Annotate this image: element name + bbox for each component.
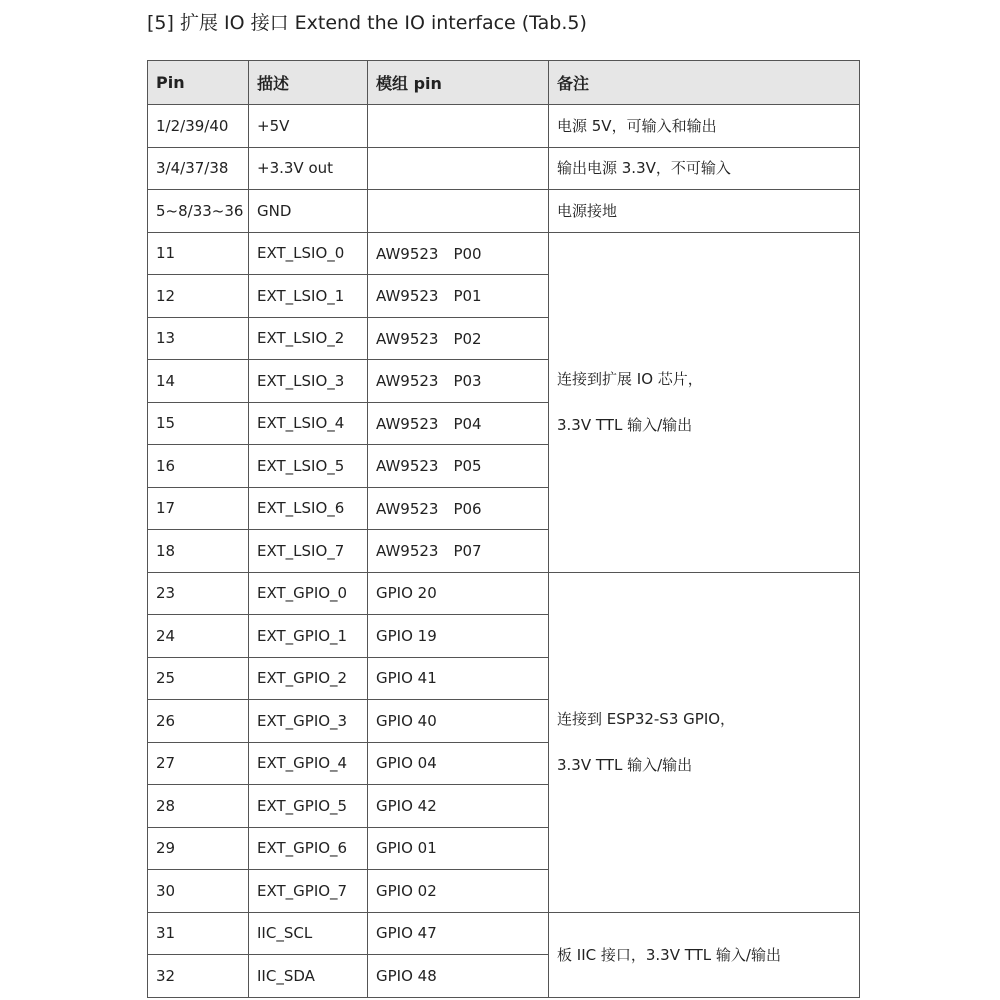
description-cell: EXT_LSIO_4 (249, 402, 368, 445)
pin-cell: 29 (148, 827, 249, 870)
table-row (148, 572, 860, 615)
module-pin-cell: GPIO 48 (368, 955, 549, 998)
description-cell: IIC_SCL (249, 912, 368, 955)
header-pin: Pin (148, 61, 249, 105)
note-cell (549, 912, 860, 997)
header-notes: 备注 (549, 61, 860, 105)
description-cell: +3.3V out (249, 147, 368, 190)
description-cell: EXT_LSIO_1 (249, 275, 368, 318)
description-cell: EXT_LSIO_2 (249, 317, 368, 360)
module-pin-cell (368, 147, 549, 190)
pin-cell: 3/4/37/38 (148, 147, 249, 190)
description-cell: EXT_GPIO_7 (249, 870, 368, 913)
module-pin-cell: GPIO 42 (368, 785, 549, 828)
module-pin-cell: AW9523 P02 (368, 317, 549, 360)
note-line: 电源接地 (557, 201, 618, 220)
note-line: 输出电源 3.3V，不可输入 (557, 159, 731, 178)
module-pin-cell: AW9523 P04 (368, 402, 549, 445)
pin-cell: 1/2/39/40 (148, 105, 249, 148)
note-cell (549, 572, 860, 912)
module-pin-cell: GPIO 47 (368, 912, 549, 955)
pin-cell: 14 (148, 360, 249, 403)
pin-cell: 32 (148, 955, 249, 998)
pin-cell: 11 (148, 232, 249, 275)
io-interface-table (147, 60, 860, 998)
description-cell: EXT_LSIO_3 (249, 360, 368, 403)
module-pin-cell: AW9523 P07 (368, 530, 549, 573)
note-cell (549, 105, 860, 148)
header-module-pin: 模组 pin (368, 61, 549, 105)
pin-cell: 23 (148, 572, 249, 615)
note-line: 3.3V TTL 输入/输出 (557, 756, 693, 774)
note-line: 板 IIC 接口，3.3V TTL 输入/输出 (557, 945, 781, 964)
note-line: 3.3V TTL 输入/输出 (557, 416, 693, 434)
description-cell: EXT_LSIO_6 (249, 487, 368, 530)
module-pin-cell: GPIO 40 (368, 700, 549, 743)
pin-cell: 30 (148, 870, 249, 913)
pin-cell: 28 (148, 785, 249, 828)
description-cell: +5V (249, 105, 368, 148)
pin-cell: 5~8/33~36 (148, 190, 249, 233)
description-cell: EXT_GPIO_4 (249, 742, 368, 785)
module-pin-cell: GPIO 19 (368, 615, 549, 658)
note-line: 电源 5V，可输入和输出 (557, 116, 717, 135)
table-row (148, 105, 860, 148)
table-header-row (148, 61, 860, 105)
description-cell: EXT_GPIO_3 (249, 700, 368, 743)
description-cell: EXT_LSIO_7 (249, 530, 368, 573)
table-row (148, 147, 860, 190)
module-pin-cell: AW9523 P03 (368, 360, 549, 403)
table-row (148, 232, 860, 275)
module-pin-cell: AW9523 P05 (368, 445, 549, 488)
description-cell: EXT_GPIO_0 (249, 572, 368, 615)
pin-cell: 26 (148, 700, 249, 743)
description-cell: GND (249, 190, 368, 233)
description-cell: EXT_GPIO_1 (249, 615, 368, 658)
description-cell: EXT_GPIO_6 (249, 827, 368, 870)
pin-cell: 24 (148, 615, 249, 658)
module-pin-cell: AW9523 P00 (368, 232, 549, 275)
module-pin-cell: GPIO 02 (368, 870, 549, 913)
note-line: 连接到扩展 IO 芯片， (557, 370, 703, 388)
table-row (148, 190, 860, 233)
pin-cell: 18 (148, 530, 249, 573)
module-pin-cell (368, 105, 549, 148)
pin-cell: 13 (148, 317, 249, 360)
pin-cell: 16 (148, 445, 249, 488)
pin-cell: 17 (148, 487, 249, 530)
module-pin-cell: GPIO 20 (368, 572, 549, 615)
module-pin-cell (368, 190, 549, 233)
note-cell (549, 232, 860, 572)
header-description: 描述 (249, 61, 368, 105)
pin-cell: 12 (148, 275, 249, 318)
pin-cell: 31 (148, 912, 249, 955)
module-pin-cell: GPIO 01 (368, 827, 549, 870)
module-pin-cell: GPIO 41 (368, 657, 549, 700)
description-cell: EXT_LSIO_0 (249, 232, 368, 275)
description-cell: IIC_SDA (249, 955, 368, 998)
module-pin-cell: GPIO 04 (368, 742, 549, 785)
note-cell (549, 147, 860, 190)
table-body (148, 105, 860, 998)
description-cell: EXT_GPIO_2 (249, 657, 368, 700)
description-cell: EXT_GPIO_5 (249, 785, 368, 828)
table-caption: [5] 扩展 IO 接口 Extend the IO interface (Tab.5) (147, 12, 587, 34)
pin-cell: 15 (148, 402, 249, 445)
module-pin-cell: AW9523 P06 (368, 487, 549, 530)
pin-cell: 27 (148, 742, 249, 785)
module-pin-cell: AW9523 P01 (368, 275, 549, 318)
description-cell: EXT_LSIO_5 (249, 445, 368, 488)
note-line: 连接到 ESP32-S3 GPIO， (557, 710, 736, 728)
table-row (148, 912, 860, 955)
note-cell (549, 190, 860, 233)
pin-cell: 25 (148, 657, 249, 700)
